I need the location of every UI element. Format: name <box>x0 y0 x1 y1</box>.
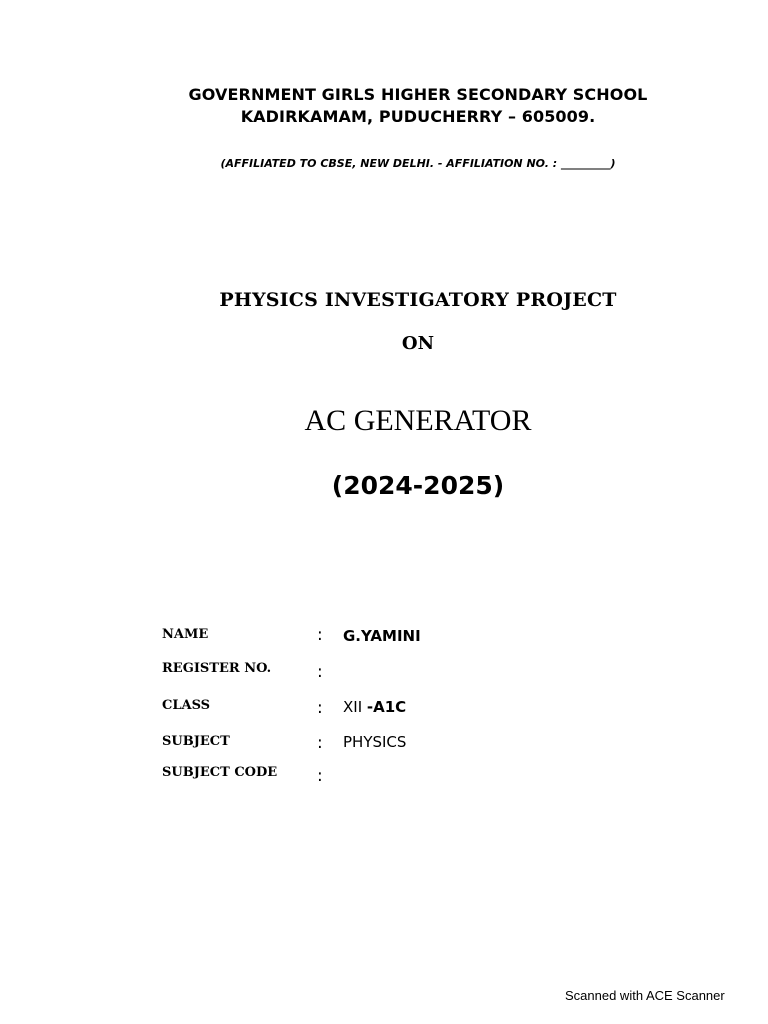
project-title: PHYSICS INVESTIGATORY PROJECT <box>219 289 617 311</box>
name-label: NAME <box>162 627 209 642</box>
name-separator: : <box>317 625 323 645</box>
school-address: KADIRKAMAM, PUDUCHERRY – 605009. <box>240 107 596 126</box>
name-value: G.YAMINI <box>343 627 421 645</box>
class-value-section: -A1C <box>366 698 407 716</box>
school-name: GOVERNMENT GIRLS HIGHER SECONDARY SCHOOL <box>188 85 648 104</box>
class-value <box>343 698 406 716</box>
class-separator: : <box>317 698 323 718</box>
register-no-label: REGISTER NO. <box>162 661 272 676</box>
subject-code-separator: : <box>317 766 323 786</box>
project-topic: AC GENERATOR <box>304 404 532 437</box>
scanner-watermark: Scanned with ACE Scanner <box>565 988 725 1003</box>
subject-label: SUBJECT <box>162 734 230 749</box>
academic-year: (2024-2025) <box>331 471 505 500</box>
project-on-label: ON <box>401 333 435 354</box>
subject-separator: : <box>317 733 323 753</box>
register-no-separator: : <box>317 662 323 682</box>
affiliation-note: (AFFILIATED TO CBSE, NEW DELHI. - AFFILIATION NO. : _________) <box>220 157 616 170</box>
class-label: CLASS <box>162 698 211 713</box>
subject-value: PHYSICS <box>343 733 407 751</box>
class-value-grade: XII <box>343 698 363 716</box>
subject-code-label: SUBJECT CODE <box>162 765 278 780</box>
